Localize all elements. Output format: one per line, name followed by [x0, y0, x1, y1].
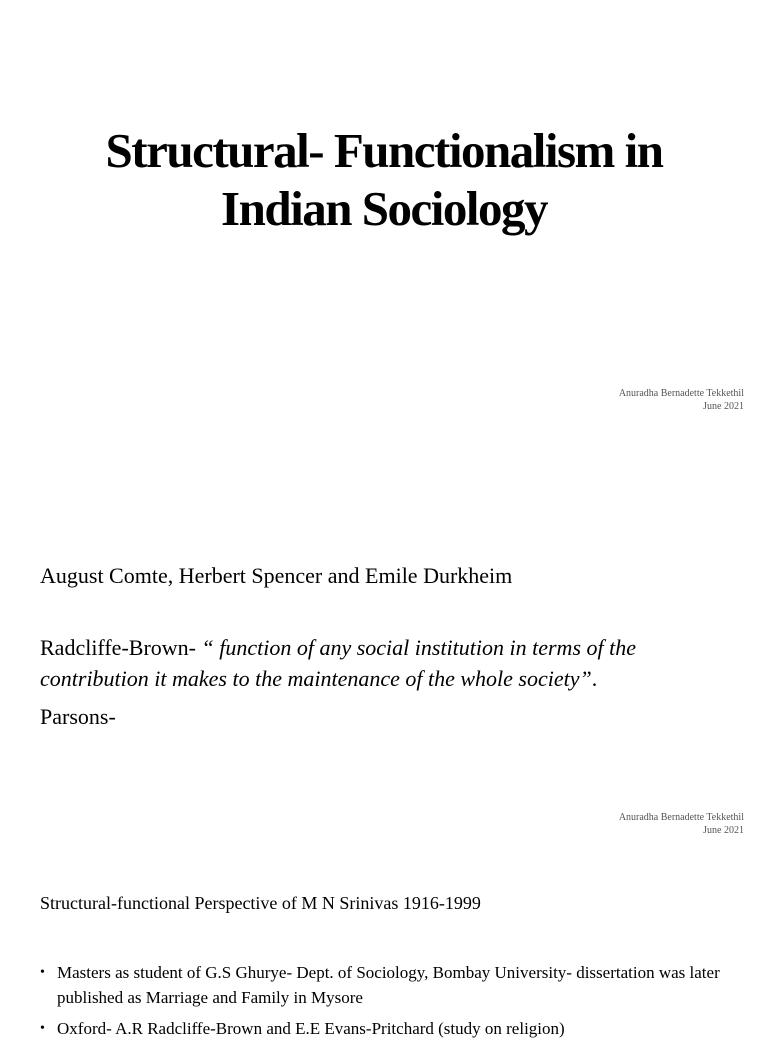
slide1-title: [0, 122, 768, 238]
bullet-list: [40, 960, 740, 1047]
bullet-text: Oxford- A.R Radcliffe-Brown and E.E Evans-Pritchard (study on religion): [57, 1019, 565, 1038]
slide1-footer: [619, 387, 744, 413]
slide1-title-line1: Structural- Functionalism in: [105, 123, 663, 178]
rb-name: Radcliffe-Brown-: [40, 635, 202, 660]
slide3-heading: Structural-functional Perspective of M N Srinivas 1916-1999: [40, 893, 481, 913]
slide1-date: June 2021: [703, 401, 744, 412]
slide1-author: Anuradha Bernadette Tekkethil: [618, 388, 744, 399]
parsons-line: Parsons-: [40, 704, 116, 729]
bullet-icon: •: [40, 965, 45, 980]
list-item: [40, 1016, 740, 1041]
rb-end: .: [591, 666, 598, 691]
bullet-text: Masters as student of G.S Ghurye- Dept. of Sociology, Bombay University- dissertation was later published as Marriage and Family in Mysore: [57, 963, 720, 1007]
slide2-footer: [619, 811, 744, 837]
slide2-heading: August Comte, Herbert Spencer and Emile Durkheim: [40, 563, 513, 588]
radcliffe-brown-paragraph: [40, 632, 740, 694]
rb-quote: “ function of any social institution in terms of the contribution it makes to the maintenance of the whole society”: [40, 635, 636, 691]
slide1-title-line2: Indian Sociology: [221, 181, 547, 236]
bullet-icon: •: [40, 1021, 45, 1036]
list-item: [40, 960, 740, 1010]
slide2-author: Anuradha Bernadette Tekkethil: [618, 812, 744, 823]
slide2-date: June 2021: [703, 825, 744, 836]
